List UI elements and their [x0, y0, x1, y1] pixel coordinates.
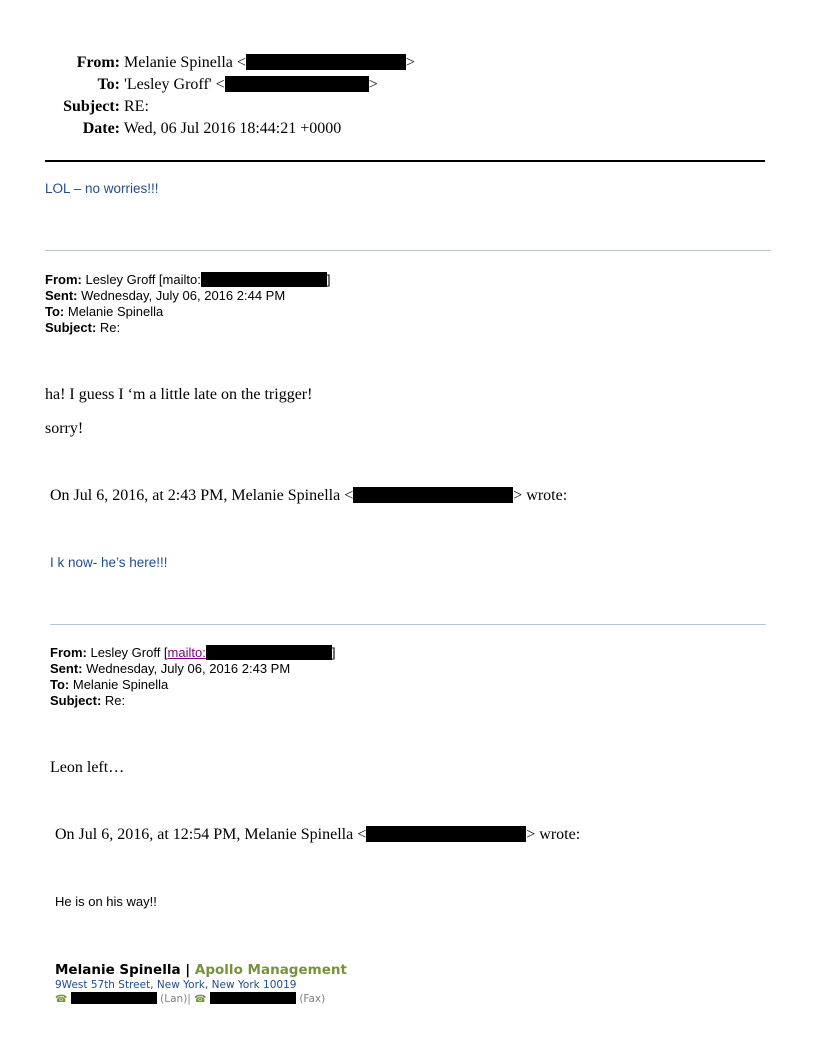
redacted-email [225, 76, 369, 92]
quote-body: He is on his way!! [55, 894, 157, 909]
message-line: ha! I guess I ‘m a little late on the trigger! [45, 386, 313, 403]
header-to-end: > [368, 76, 378, 93]
quote-intro-end: > wrote: [526, 826, 581, 843]
signature-name-line [55, 962, 347, 978]
quote-body: I k now- he’s here!!! [50, 555, 168, 570]
meta-sent-value: Wednesday, July 06, 2016 2:44 PM [81, 288, 286, 303]
header-subject-value: RE: [124, 98, 149, 115]
message-meta [50, 645, 335, 709]
meta-from-value: Lesley Groff [ [90, 645, 168, 660]
redacted-email [206, 645, 332, 660]
quote-intro [50, 487, 567, 505]
message-meta [45, 272, 330, 336]
header-to-label: To: [97, 76, 120, 93]
phone-icon: ☎ [55, 994, 68, 1005]
header-date-row [0, 118, 341, 140]
meta-subject-label: Subject: [50, 693, 102, 708]
signature-phones [55, 992, 347, 1005]
reply-body: LOL – no worries!!! [45, 181, 159, 196]
signature-fax-label: (Fax) [299, 993, 326, 1005]
header-to-name: 'Lesley Groff' < [124, 76, 225, 93]
signature-name: Melanie Spinella [55, 962, 181, 978]
meta-to-value: Melanie Spinella [67, 304, 164, 319]
meta-from-value: Lesley Groff [mailto: [85, 272, 201, 287]
header-to-row [0, 74, 378, 96]
quote-intro-text: On Jul 6, 2016, at 12:54 PM, Melanie Spinella < [55, 826, 367, 843]
meta-from-end: ] [331, 645, 336, 660]
meta-from-end: ] [326, 272, 331, 287]
meta-subject-value: Re: [99, 320, 121, 335]
message-line: Leon left… [50, 759, 125, 776]
header-date-label: Date: [82, 120, 120, 137]
redacted-fax [210, 992, 296, 1004]
header-from-row [0, 52, 440, 74]
signature [55, 962, 347, 1005]
meta-sent-label: Sent: [50, 661, 83, 676]
meta-subject-row [50, 693, 335, 709]
quote-intro [55, 826, 580, 844]
meta-from-row [45, 272, 330, 288]
message-divider [50, 624, 766, 625]
meta-sent-label: Sent: [45, 288, 78, 303]
header-from-name: Melanie Spinella < [124, 54, 246, 71]
meta-subject-value: Re: [104, 693, 126, 708]
meta-from-row [50, 645, 335, 661]
quote-intro-end: > wrote: [513, 487, 568, 504]
meta-subject-label: Subject: [45, 320, 97, 335]
signature-company: Apollo Management [194, 962, 347, 978]
redacted-email [246, 54, 406, 70]
meta-from-label: From: [50, 645, 87, 660]
redacted-email [353, 487, 513, 503]
meta-to-value: Melanie Spinella [72, 677, 169, 692]
meta-to-label: To: [50, 677, 70, 692]
mailto-link[interactable]: mailto: [167, 645, 206, 660]
header-subject-label: Subject: [63, 98, 120, 115]
header-divider [45, 160, 765, 162]
signature-lan-label: (Lan)| [160, 993, 191, 1005]
message-line: sorry! [45, 420, 84, 437]
meta-from-label: From: [45, 272, 82, 287]
redacted-phone [71, 992, 157, 1004]
header-date-value: Wed, 06 Jul 2016 18:44:21 +0000 [123, 120, 342, 137]
header-from-end: > [405, 54, 415, 71]
meta-to-row [45, 304, 330, 320]
redacted-email [366, 826, 526, 842]
signature-separator: | [180, 962, 195, 978]
meta-to-label: To: [45, 304, 65, 319]
meta-sent-row [50, 661, 335, 677]
quote-intro-text: On Jul 6, 2016, at 2:43 PM, Melanie Spinella < [50, 487, 354, 504]
fax-icon: ☎ [194, 994, 207, 1005]
meta-sent-value: Wednesday, July 06, 2016 2:43 PM [86, 661, 291, 676]
header-from-label: From: [76, 54, 120, 71]
meta-to-row [50, 677, 335, 693]
message-divider [45, 250, 771, 251]
redacted-email [201, 272, 327, 287]
meta-subject-row [45, 320, 330, 336]
meta-sent-row [45, 288, 330, 304]
signature-address: 9West 57th Street, New York, New York 10019 [55, 979, 297, 991]
header-subject-row [0, 96, 149, 118]
